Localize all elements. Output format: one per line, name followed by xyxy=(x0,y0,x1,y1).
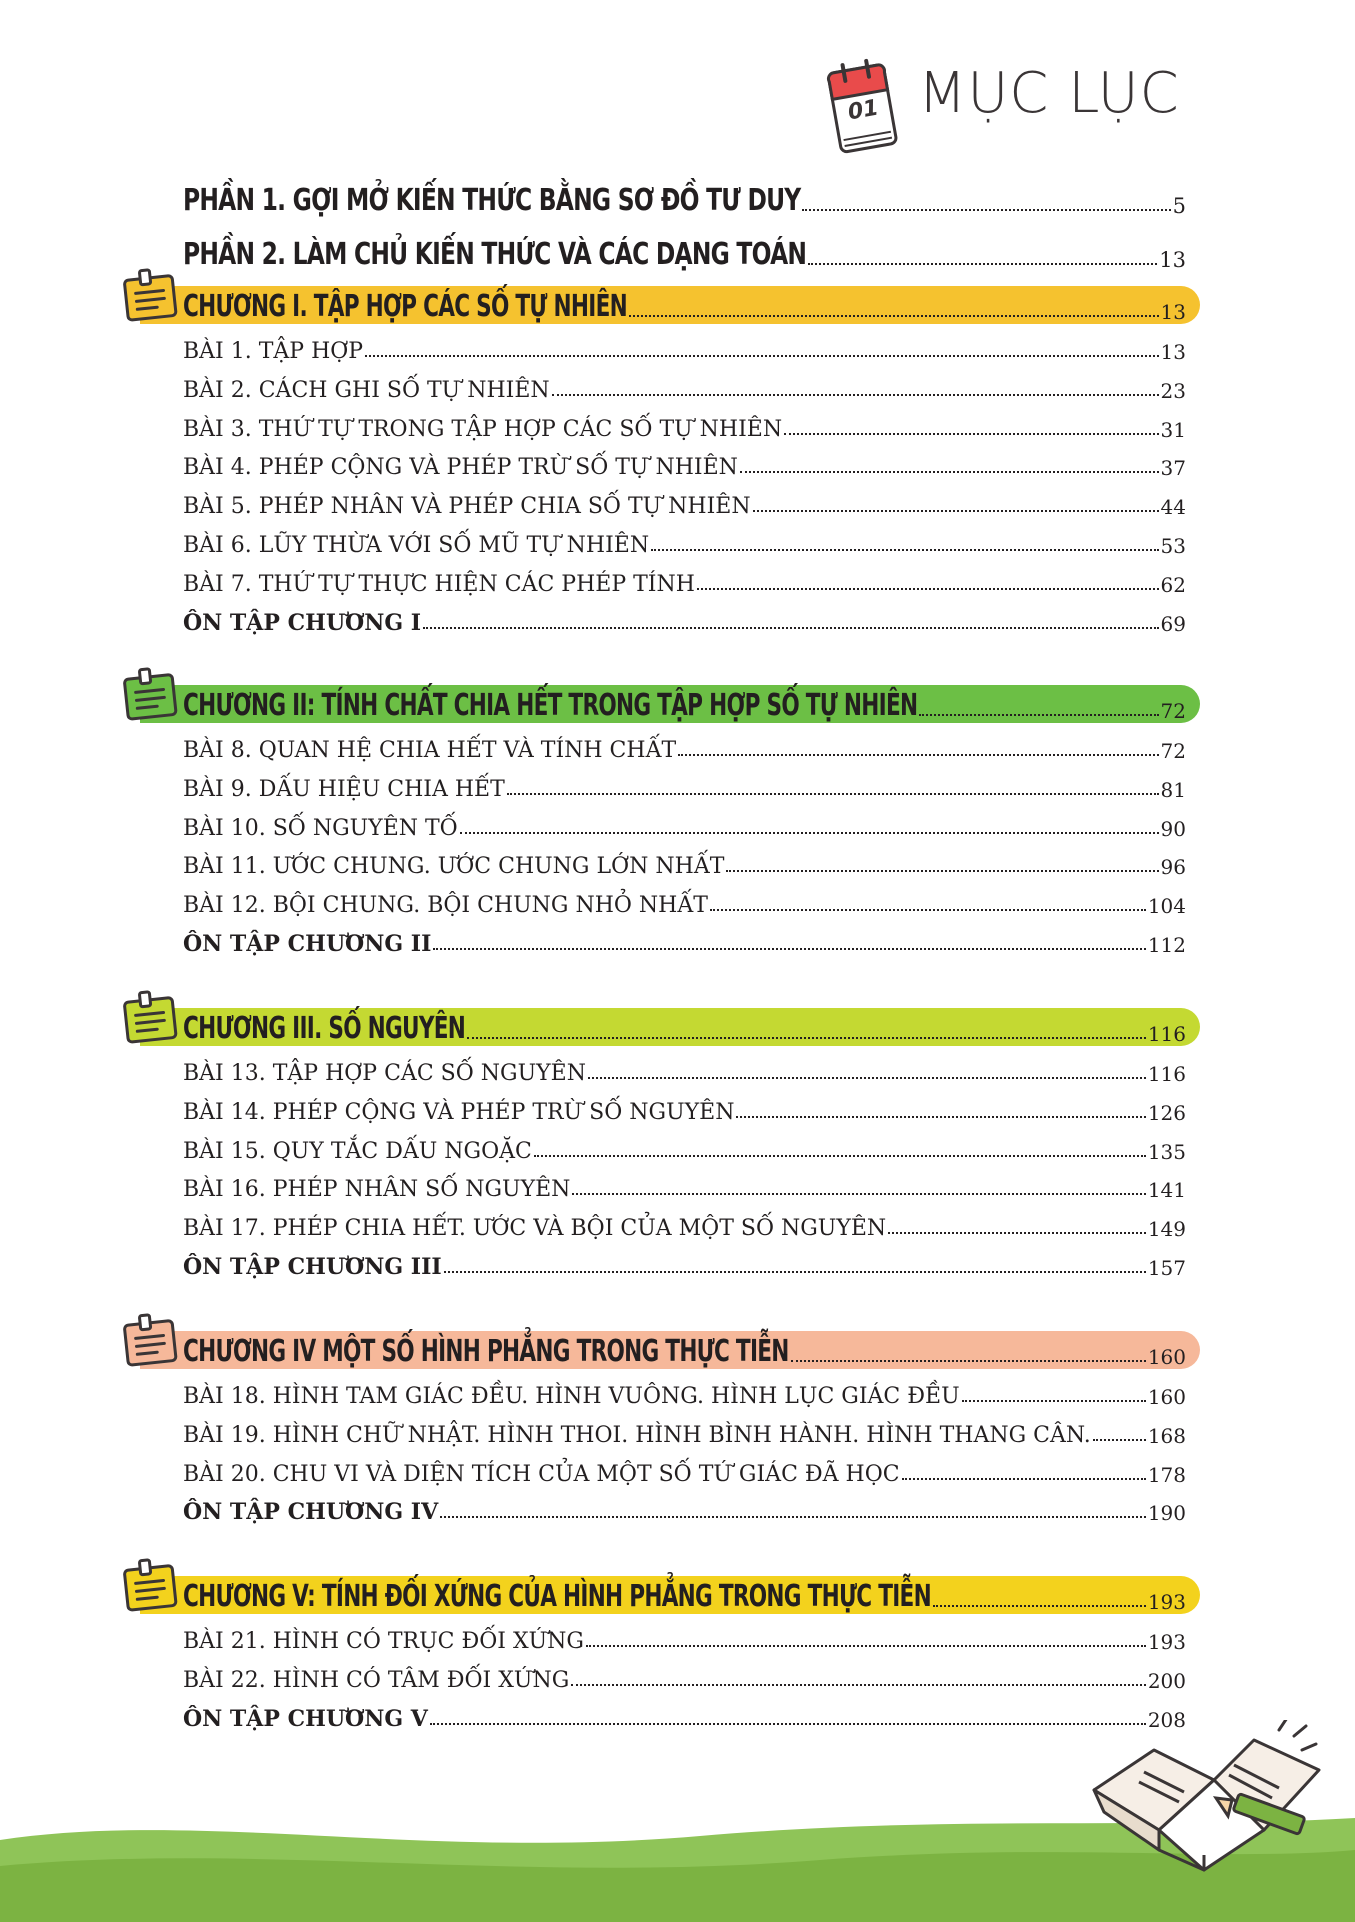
page-number: 44 xyxy=(1160,495,1186,520)
dot-leader xyxy=(933,1605,1146,1607)
chapter-title: CHƯƠNG III. SỐ NGUYÊN xyxy=(183,1011,466,1046)
chapter-title: CHƯƠNG II: TÍNH CHẤT CHIA HẾT TRONG TẬP HỢP SỐ TỰ NHIÊN xyxy=(183,688,918,723)
page-number: 31 xyxy=(1160,417,1186,442)
toc-chapter-review[interactable] xyxy=(183,1246,1186,1280)
toc-lesson[interactable] xyxy=(183,807,1186,841)
lesson-title: BÀI 16. PHÉP NHÂN SỐ NGUYÊN xyxy=(183,1177,571,1203)
dot-leader xyxy=(507,793,1159,795)
toc-lesson[interactable] xyxy=(183,330,1186,364)
toc-chapter-5[interactable] xyxy=(183,1570,1186,1614)
toc-chapter-review[interactable] xyxy=(183,923,1186,957)
page-number: 116 xyxy=(1147,1062,1186,1086)
dot-leader xyxy=(460,832,1159,834)
page-number: 13 xyxy=(1160,340,1186,364)
toc-lesson[interactable] xyxy=(183,1414,1186,1448)
page-title: MỤC LỤC xyxy=(918,61,1180,126)
page-number: 168 xyxy=(1147,1423,1186,1448)
dot-leader xyxy=(651,549,1158,551)
page-number: 37 xyxy=(1160,456,1186,481)
lesson-title: BÀI 20. CHU VI VÀ DIỆN TÍCH CỦA MỘT SỐ TỨ GIÁC ĐÃ HỌC xyxy=(183,1461,900,1487)
lesson-title: BÀI 7. THỨ TỰ THỰC HIỆN CÁC PHÉP TÍNH xyxy=(183,571,695,597)
review-title: ÔN TẬP CHƯƠNG IV xyxy=(183,1499,439,1526)
page-number: 200 xyxy=(1147,1668,1186,1693)
toc-chapter-3[interactable] xyxy=(183,1002,1186,1046)
toc-part-2[interactable] xyxy=(183,226,1186,272)
page-number: 141 xyxy=(1147,1178,1186,1203)
dot-leader xyxy=(697,588,1159,590)
lesson-title: BÀI 3. THỨ TỰ TRONG TẬP HỢP CÁC SỐ TỰ NHIÊN xyxy=(183,416,783,442)
page-number: 81 xyxy=(1160,777,1186,802)
lesson-title: BÀI 11. ƯỚC CHUNG. ƯỚC CHUNG LỚN NHẤT xyxy=(183,854,725,880)
dot-leader xyxy=(629,315,1159,317)
page-number: 96 xyxy=(1160,855,1186,880)
toc-lesson[interactable] xyxy=(183,729,1186,763)
part-title: PHẦN 2. LÀM CHỦ KIẾN THỨC VÀ CÁC DẠNG TOÁN xyxy=(183,237,807,272)
toc-lesson[interactable] xyxy=(183,1375,1186,1409)
page-number: 112 xyxy=(1147,933,1186,957)
lesson-title: BÀI 5. PHÉP NHÂN VÀ PHÉP CHIA SỐ TỰ NHIÊN xyxy=(183,494,751,520)
toc-lesson[interactable] xyxy=(183,1207,1186,1241)
dot-leader xyxy=(467,1037,1146,1039)
lesson-title: BÀI 18. HÌNH TAM GIÁC ĐỀU. HÌNH VUÔNG. HÌNH LỤC GIÁC ĐỀU xyxy=(183,1384,960,1409)
toc-chapter-2[interactable] xyxy=(183,679,1186,723)
dot-leader xyxy=(753,510,1159,512)
dot-leader xyxy=(740,471,1159,473)
dot-leader xyxy=(962,1400,1146,1402)
page-number: 13 xyxy=(1159,248,1186,272)
calendar-label: 01 xyxy=(846,95,881,126)
note-icon xyxy=(120,990,178,1046)
toc-lesson[interactable] xyxy=(183,563,1186,597)
toc-lesson[interactable] xyxy=(183,768,1186,802)
dot-leader xyxy=(919,714,1158,716)
page-number: 135 xyxy=(1147,1139,1186,1164)
toc-lesson[interactable] xyxy=(183,1453,1186,1487)
review-title: ÔN TẬP CHƯƠNG I xyxy=(183,609,422,636)
toc-lesson[interactable] xyxy=(183,1168,1186,1202)
lesson-title: BÀI 8. QUAN HỆ CHIA HẾT VÀ TÍNH CHẤT xyxy=(183,738,677,763)
page-number: 53 xyxy=(1160,534,1186,558)
toc-lesson[interactable] xyxy=(183,485,1186,519)
toc-lesson[interactable] xyxy=(183,1659,1186,1693)
lesson-title: BÀI 9. DẤU HIỆU CHIA HẾT xyxy=(183,776,505,802)
note-icon xyxy=(120,667,178,723)
toc-chapter-review[interactable] xyxy=(183,1491,1186,1525)
dot-leader xyxy=(784,433,1158,435)
review-title: ÔN TẬP CHƯƠNG II xyxy=(183,931,432,957)
dot-leader xyxy=(710,909,1146,911)
lesson-title: BÀI 6. LŨY THỪA VỚI SỐ MŨ TỰ NHIÊN xyxy=(183,533,650,558)
toc-lesson[interactable] xyxy=(183,1052,1186,1086)
lesson-title: BÀI 22. HÌNH CÓ TÂM ĐỐI XỨNG xyxy=(183,1667,570,1693)
dot-leader xyxy=(1093,1439,1146,1441)
dot-leader xyxy=(534,1155,1146,1157)
note-icon xyxy=(120,1558,178,1614)
dot-leader xyxy=(588,1077,1146,1079)
dot-leader xyxy=(586,1645,1146,1647)
dot-leader xyxy=(678,754,1158,756)
lesson-title: BÀI 4. PHÉP CỘNG VÀ PHÉP TRỪ SỐ TỰ NHIÊN xyxy=(183,455,738,481)
lesson-title: BÀI 1. TẬP HỢP xyxy=(183,339,364,364)
toc-chapter-review[interactable] xyxy=(183,602,1186,636)
dot-leader xyxy=(808,263,1157,265)
page-number: 190 xyxy=(1147,1501,1186,1526)
toc-lesson[interactable] xyxy=(183,1130,1186,1164)
toc-lesson[interactable] xyxy=(183,845,1186,879)
toc-part-1[interactable] xyxy=(183,172,1186,218)
page-number: 208 xyxy=(1147,1707,1186,1732)
dot-leader xyxy=(726,870,1158,872)
lesson-title: BÀI 13. TẬP HỢP CÁC SỐ NGUYÊN xyxy=(183,1061,586,1086)
toc-lesson[interactable] xyxy=(183,446,1186,480)
lesson-title: BÀI 21. HÌNH CÓ TRỤC ĐỐI XỨNG xyxy=(183,1629,584,1654)
note-icon xyxy=(120,268,178,324)
note-icon xyxy=(120,1313,178,1369)
page-number: 160 xyxy=(1147,1385,1186,1409)
lesson-title: BÀI 12. BỘI CHUNG. BỘI CHUNG NHỎ NHẤT xyxy=(183,893,708,919)
lesson-title: BÀI 10. SỐ NGUYÊN TỐ xyxy=(183,815,458,841)
dot-leader xyxy=(444,1271,1146,1273)
dot-leader xyxy=(902,1478,1146,1480)
toc-chapter-1[interactable] xyxy=(183,280,1186,324)
toc-chapter-review[interactable] xyxy=(183,1698,1186,1732)
dot-leader xyxy=(365,355,1158,357)
lesson-title: BÀI 17. PHÉP CHIA HẾT. ƯỚC VÀ BỘI CỦA MỘT SỐ NGUYÊN xyxy=(183,1216,887,1242)
dot-leader xyxy=(888,1232,1146,1234)
toc-lesson[interactable] xyxy=(183,884,1186,918)
page-number: 13 xyxy=(1160,300,1186,324)
chapter-title: CHƯƠNG V: TÍNH ĐỐI XỨNG CỦA HÌNH PHẲNG TRONG THỰC TIỄN xyxy=(183,1579,931,1614)
page-number: 62 xyxy=(1160,572,1186,597)
toc-lesson[interactable] xyxy=(183,408,1186,442)
page-number: 90 xyxy=(1160,816,1186,841)
page-number: 69 xyxy=(1160,611,1186,636)
dot-leader xyxy=(430,1723,1146,1725)
page-number: 72 xyxy=(1160,699,1186,723)
toc-header xyxy=(826,52,1216,162)
dot-leader xyxy=(440,1516,1146,1518)
review-title: ÔN TẬP CHƯƠNG III xyxy=(183,1254,442,1280)
part-title: PHẦN 1. GỢI MỞ KIẾN THỨC BẰNG SƠ ĐỒ TƯ DUY xyxy=(183,183,801,218)
lesson-title: BÀI 19. HÌNH CHỮ NHẬT. HÌNH THOI. HÌNH BÌNH HÀNH. HÌNH THANG CÂN. xyxy=(183,1422,1091,1448)
chapter-title: CHƯƠNG IV MỘT SỐ HÌNH PHẲNG TRONG THỰC TIỄN xyxy=(183,1334,789,1369)
page-number: 193 xyxy=(1147,1630,1186,1654)
dot-leader xyxy=(791,1360,1146,1362)
dot-leader xyxy=(433,948,1145,950)
review-title: ÔN TẬP CHƯƠNG V xyxy=(183,1705,428,1732)
dot-leader xyxy=(571,1684,1146,1686)
toc-lesson[interactable] xyxy=(183,1620,1186,1654)
page-number: 72 xyxy=(1160,739,1186,763)
page-number: 149 xyxy=(1147,1217,1186,1242)
page-number: 193 xyxy=(1147,1590,1186,1614)
dot-leader xyxy=(802,209,1171,211)
toc-lesson[interactable] xyxy=(183,369,1186,403)
page-number: 157 xyxy=(1147,1256,1186,1280)
dot-leader xyxy=(572,1193,1145,1195)
toc-lesson[interactable] xyxy=(183,1091,1186,1125)
page-number: 160 xyxy=(1147,1345,1186,1369)
dot-leader xyxy=(736,1116,1145,1118)
page-number: 104 xyxy=(1147,894,1186,919)
page-number: 178 xyxy=(1147,1462,1186,1487)
open-book-icon xyxy=(1084,1720,1334,1880)
page-number: 5 xyxy=(1172,194,1186,218)
toc-lesson[interactable] xyxy=(183,524,1186,558)
page-number: 116 xyxy=(1147,1022,1186,1046)
page-number: 23 xyxy=(1160,378,1186,403)
lesson-title: BÀI 15. QUY TẮC DẤU NGOẶC xyxy=(183,1138,532,1164)
lesson-title: BÀI 14. PHÉP CỘNG VÀ PHÉP TRỪ SỐ NGUYÊN xyxy=(183,1099,735,1125)
toc-chapter-4[interactable] xyxy=(183,1325,1186,1369)
chapter-title: CHƯƠNG I. TẬP HỢP CÁC SỐ TỰ NHIÊN xyxy=(183,289,627,324)
page-number: 126 xyxy=(1147,1100,1186,1125)
dot-leader xyxy=(552,394,1159,396)
lesson-title: BÀI 2. CÁCH GHI SỐ TỰ NHIÊN xyxy=(183,377,550,403)
dot-leader xyxy=(423,627,1158,629)
